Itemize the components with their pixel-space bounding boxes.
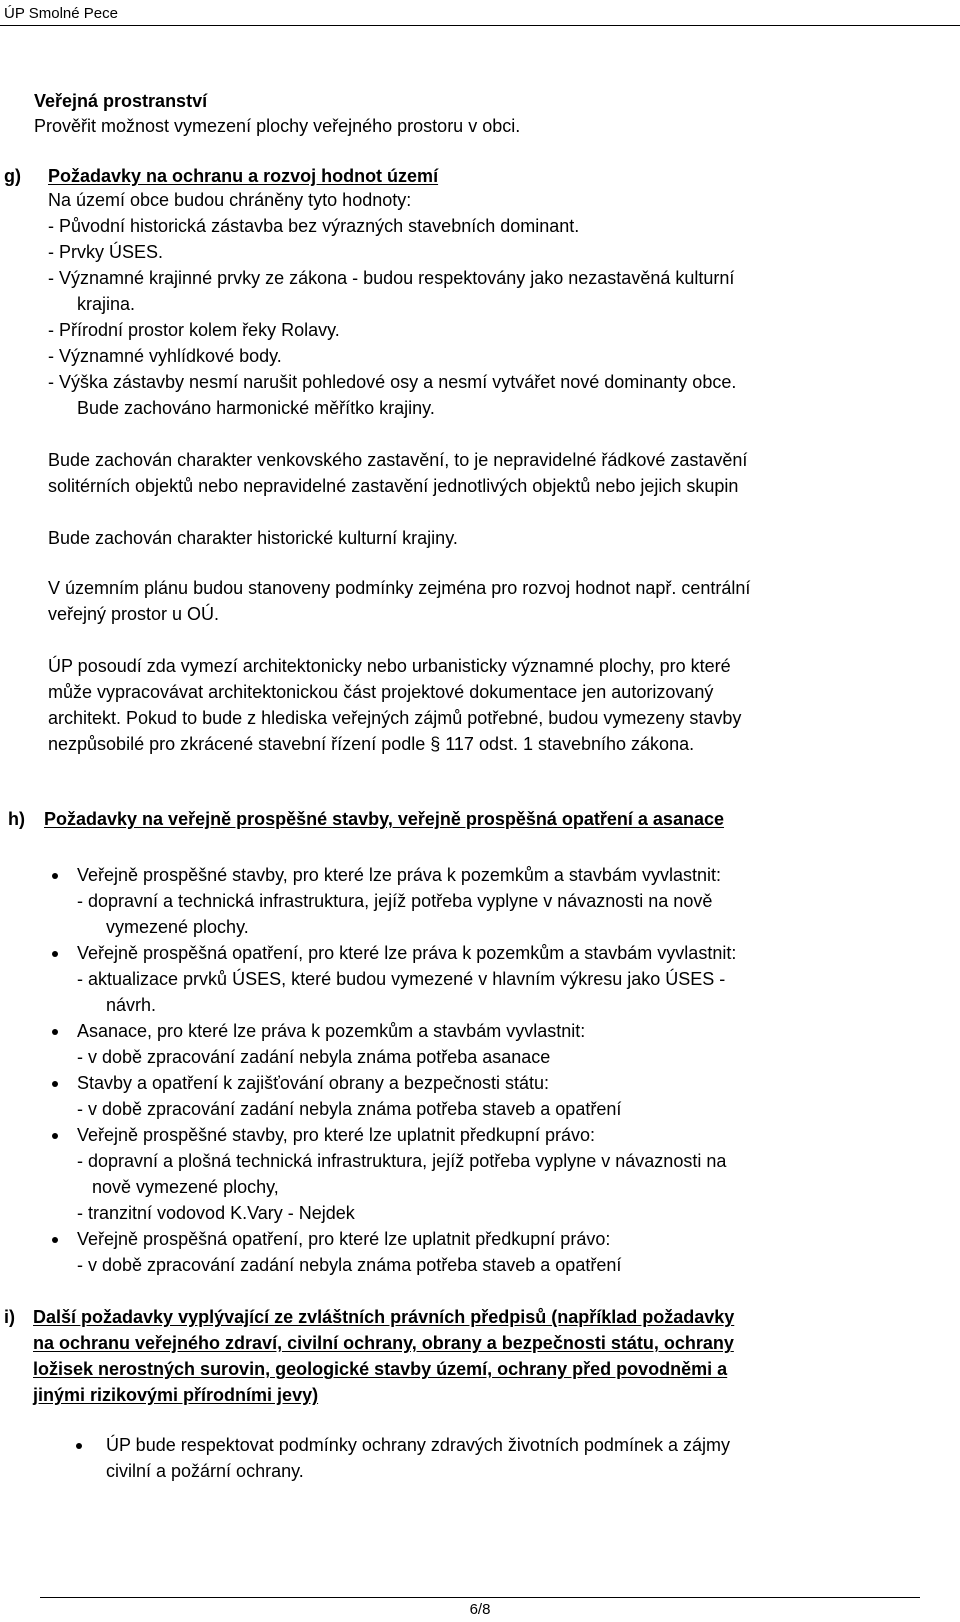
list-subitem: nově vymezené plochy, xyxy=(92,1177,279,1197)
list-item: Stavby a opatření k zajišťování obrany a bezpečnosti státu: xyxy=(77,1073,550,1093)
section-g-item: Bude zachováno harmonické měřítko krajiny. xyxy=(77,398,435,418)
section-g-item: - Přírodní prostor kolem řeky Rolavy. xyxy=(48,320,340,340)
list-subitem: - tranzitní vodovod K.Vary - Nejdek xyxy=(77,1203,355,1223)
public-spaces-text: Prověřit možnost vymezení plochy veřejného prostoru v obci. xyxy=(34,116,521,136)
list-subitem: - dopravní a technická infrastruktura, jejíž potřeba vyplyne v návaznosti na nově xyxy=(77,891,713,911)
bullet-icon xyxy=(52,951,58,957)
list-item: civilní a požární ochrany. xyxy=(106,1461,304,1481)
header-divider xyxy=(0,25,960,26)
paragraph-line: Bude zachován charakter historické kulturní krajiny. xyxy=(48,528,458,548)
section-g-item: - Původní historická zástavba bez výrazných stavebních dominant. xyxy=(48,216,580,236)
section-g-letter: g) xyxy=(4,166,21,186)
paragraph-line: architekt. Pokud to bude z hlediska veřejných zájmů potřebné, budou vymezeny stavby xyxy=(48,708,742,728)
document-header-title: ÚP Smolné Pece xyxy=(4,5,118,22)
section-g-intro: Na území obce budou chráněny tyto hodnoty: xyxy=(48,190,412,210)
paragraph-line: solitérních objektů nebo nepravidelné zastavění jednotlivých objektů nebo jejich skupin xyxy=(48,476,739,496)
paragraph-line: ÚP posoudí zda vymezí architektonicky nebo urbanisticky významné plochy, pro které xyxy=(48,656,731,676)
list-item: ÚP bude respektovat podmínky ochrany zdravých životních podmínek a zájmy xyxy=(106,1435,730,1455)
list-subitem: - aktualizace prvků ÚSES, které budou vymezené v hlavním výkresu jako ÚSES - xyxy=(77,969,726,989)
bullet-icon xyxy=(52,1133,58,1139)
list-subitem: - v době zpracování zadání nebyla známa potřeba staveb a opatření xyxy=(77,1099,622,1119)
bullet-icon xyxy=(52,1081,58,1087)
paragraph-line: může vypracovávat architektonickou část projektové dokumentace jen autorizovaný xyxy=(48,682,714,702)
section-g-heading: Požadavky na ochranu a rozvoj hodnot území xyxy=(48,166,439,186)
list-item: Veřejně prospěšná opatření, pro které lze práva k pozemkům a stavbám vyvlastnit: xyxy=(77,943,737,963)
list-item: Veřejně prospěšné stavby, pro které lze práva k pozemkům a stavbám vyvlastnit: xyxy=(77,865,721,885)
paragraph-line: veřejný prostor u OÚ. xyxy=(48,604,220,624)
section-i-letter: i) xyxy=(4,1307,15,1327)
paragraph-line: nezpůsobilé pro zkrácené stavební řízení podle § 117 odst. 1 stavebního zákona. xyxy=(48,734,695,754)
section-i-heading: jinými rizikovými přírodními jevy) xyxy=(33,1385,319,1405)
list-item: Veřejně prospěšná opatření, pro které lze uplatnit předkupní právo: xyxy=(77,1229,611,1249)
public-spaces-heading: Veřejná prostranství xyxy=(34,91,208,111)
paragraph-line: V územním plánu budou stanoveny podmínky zejména pro rozvoj hodnot např. centrální xyxy=(48,578,751,598)
section-g-item: - Prvky ÚSES. xyxy=(48,242,164,262)
section-g-item: - Významné krajinné prvky ze zákona - budou respektovány jako nezastavěná kulturní xyxy=(48,268,735,288)
bullet-icon xyxy=(52,1237,58,1243)
section-h-heading: Požadavky na veřejně prospěšné stavby, veřejně prospěšná opatření a asanace xyxy=(44,809,724,829)
bullet-icon xyxy=(76,1443,82,1449)
section-g-item: - Výška zástavby nesmí narušit pohledové osy a nesmí vytvářet nové dominanty obce. xyxy=(48,372,737,392)
footer-divider xyxy=(40,1597,920,1598)
list-subitem: - v době zpracování zadání nebyla známa potřeba staveb a opatření xyxy=(77,1255,622,1275)
section-h-letter: h) xyxy=(8,809,25,829)
list-item: Asanace, pro které lze práva k pozemkům a stavbám vyvlastnit: xyxy=(77,1021,586,1041)
section-g-item: krajina. xyxy=(77,294,136,314)
list-item: Veřejně prospěšné stavby, pro které lze uplatnit předkupní právo: xyxy=(77,1125,595,1145)
section-i-heading: ložisek nerostných surovin, geologické stavby území, ochrany před povodněmi a xyxy=(33,1359,728,1379)
list-subitem: návrh. xyxy=(106,995,157,1015)
paragraph-line: Bude zachován charakter venkovského zastavění, to je nepravidelné řádkové zastavění xyxy=(48,450,748,470)
section-i-heading: na ochranu veřejného zdraví, civilní ochrany, obrany a bezpečnosti státu, ochrany xyxy=(33,1333,734,1353)
section-g-item: - Významné vyhlídkové body. xyxy=(48,346,282,366)
list-subitem: - dopravní a plošná technická infrastruktura, jejíž potřeba vyplyne v návaznosti na xyxy=(77,1151,727,1171)
bullet-icon xyxy=(52,873,58,879)
section-i-heading: Další požadavky vyplývající ze zvláštních právních předpisů (například požadavky xyxy=(33,1307,735,1327)
page-number: 6/8 xyxy=(469,1601,491,1618)
list-subitem: - v době zpracování zadání nebyla známa potřeba asanace xyxy=(77,1047,551,1067)
bullet-icon xyxy=(52,1029,58,1035)
list-subitem: vymezené plochy. xyxy=(106,917,249,937)
